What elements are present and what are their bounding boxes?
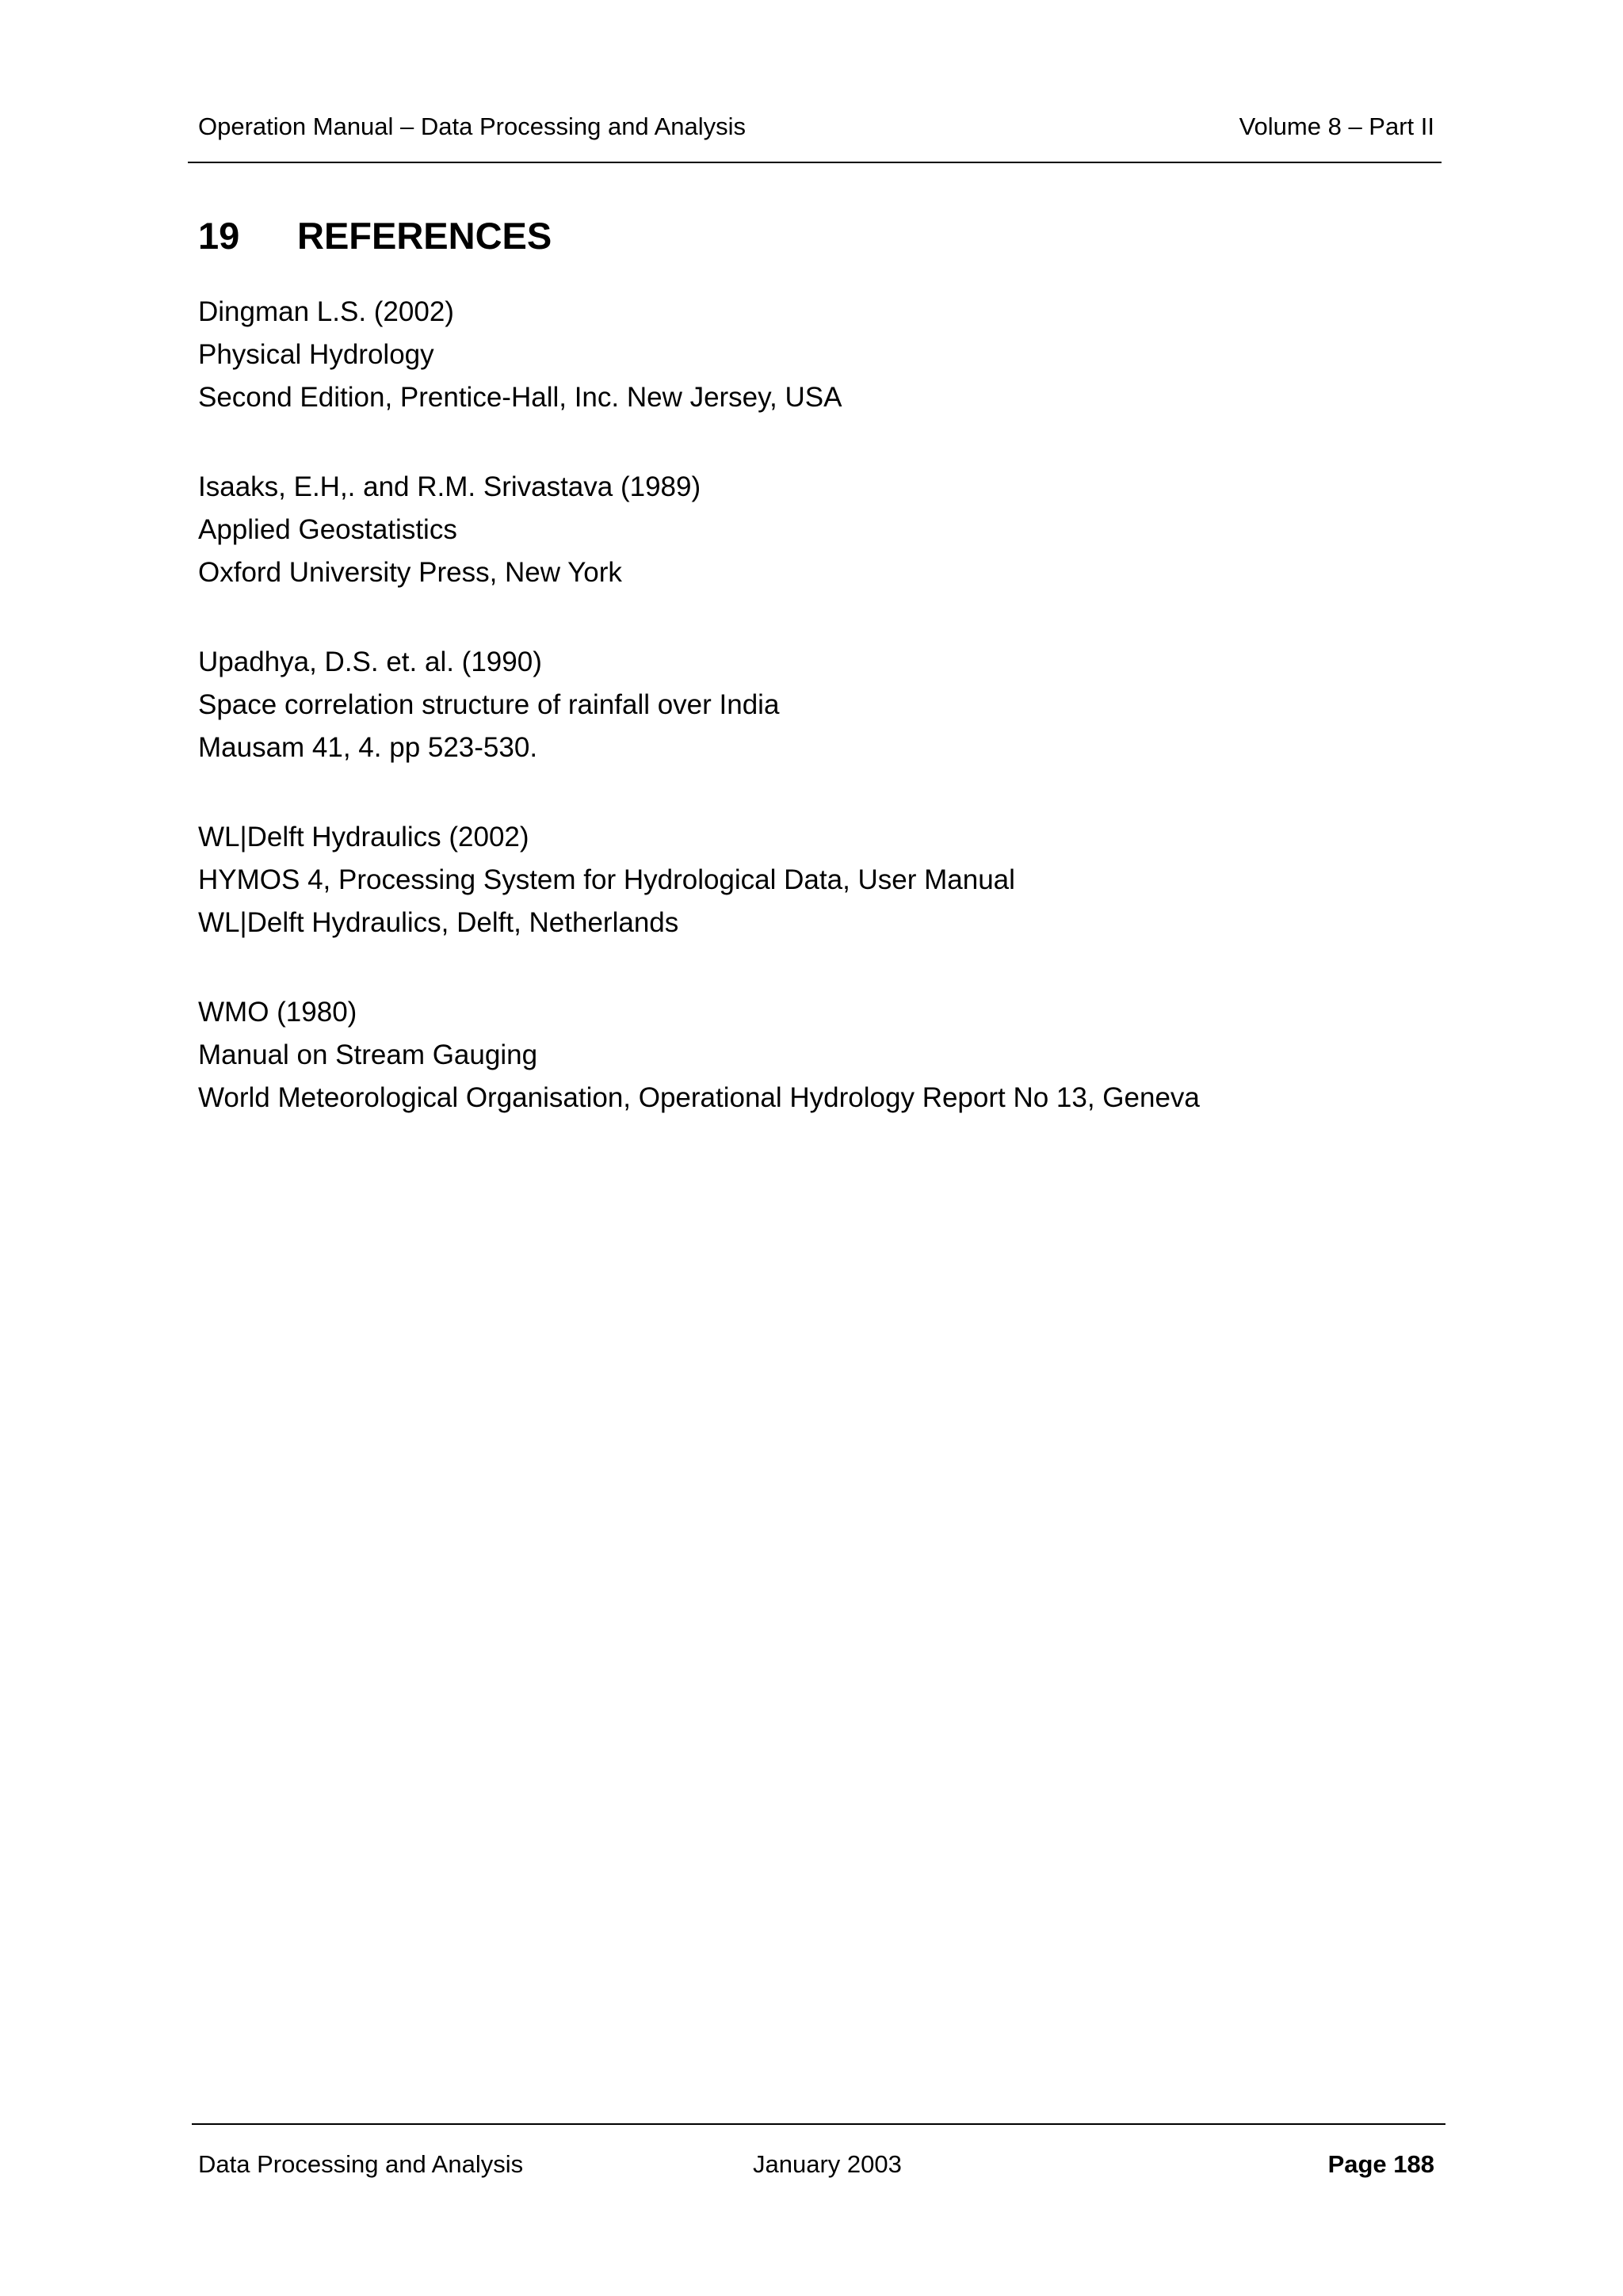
footer-divider [192,2123,1445,2125]
page-footer [198,2149,1434,2180]
reference-publisher: Second Edition, Prentice-Hall, Inc. New Jersey, USA [198,382,842,413]
reference-publisher: WL|Delft Hydraulics, Delft, Netherlands [198,907,679,938]
section-number: 19 [198,215,240,257]
reference-publisher: Oxford University Press, New York [198,557,622,588]
reference-title: Manual on Stream Gauging [198,1039,538,1070]
reference-author: Upadhya, D.S. et. al. (1990) [198,646,542,677]
reference-entry [198,641,1434,769]
reference-title: Physical Hydrology [198,339,434,370]
section-title: REFERENCES [297,215,552,257]
section-heading [198,212,552,260]
reference-list [198,291,1434,1166]
header-volume-label: Volume 8 – Part II [1239,113,1434,140]
header-divider [188,162,1442,163]
reference-entry [198,991,1434,1119]
reference-title: Applied Geostatistics [198,514,457,545]
reference-entry [198,466,1434,594]
reference-title: HYMOS 4, Processing System for Hydrological Data, User Manual [198,864,1015,895]
header-document-title: Operation Manual – Data Processing and Analysis [198,113,747,140]
footer-date: January 2003 [753,2150,902,2178]
reference-entry [198,291,1434,419]
reference-publisher: World Meteorological Organisation, Operational Hydrology Report No 13, Geneva [198,1082,1200,1113]
reference-title: Space correlation structure of rainfall over India [198,689,780,720]
reference-entry [198,816,1434,944]
reference-author: WMO (1980) [198,997,357,1028]
reference-author: Dingman L.S. (2002) [198,296,454,327]
reference-author: WL|Delft Hydraulics (2002) [198,822,529,852]
page-header [198,111,1434,143]
reference-publisher: Mausam 41, 4. pp 523-530. [198,732,538,763]
footer-page-number: Page 188 [1327,2150,1434,2178]
reference-author: Isaaks, E.H,. and R.M. Srivastava (1989) [198,471,701,502]
footer-document-title: Data Processing and Analysis [198,2150,524,2178]
